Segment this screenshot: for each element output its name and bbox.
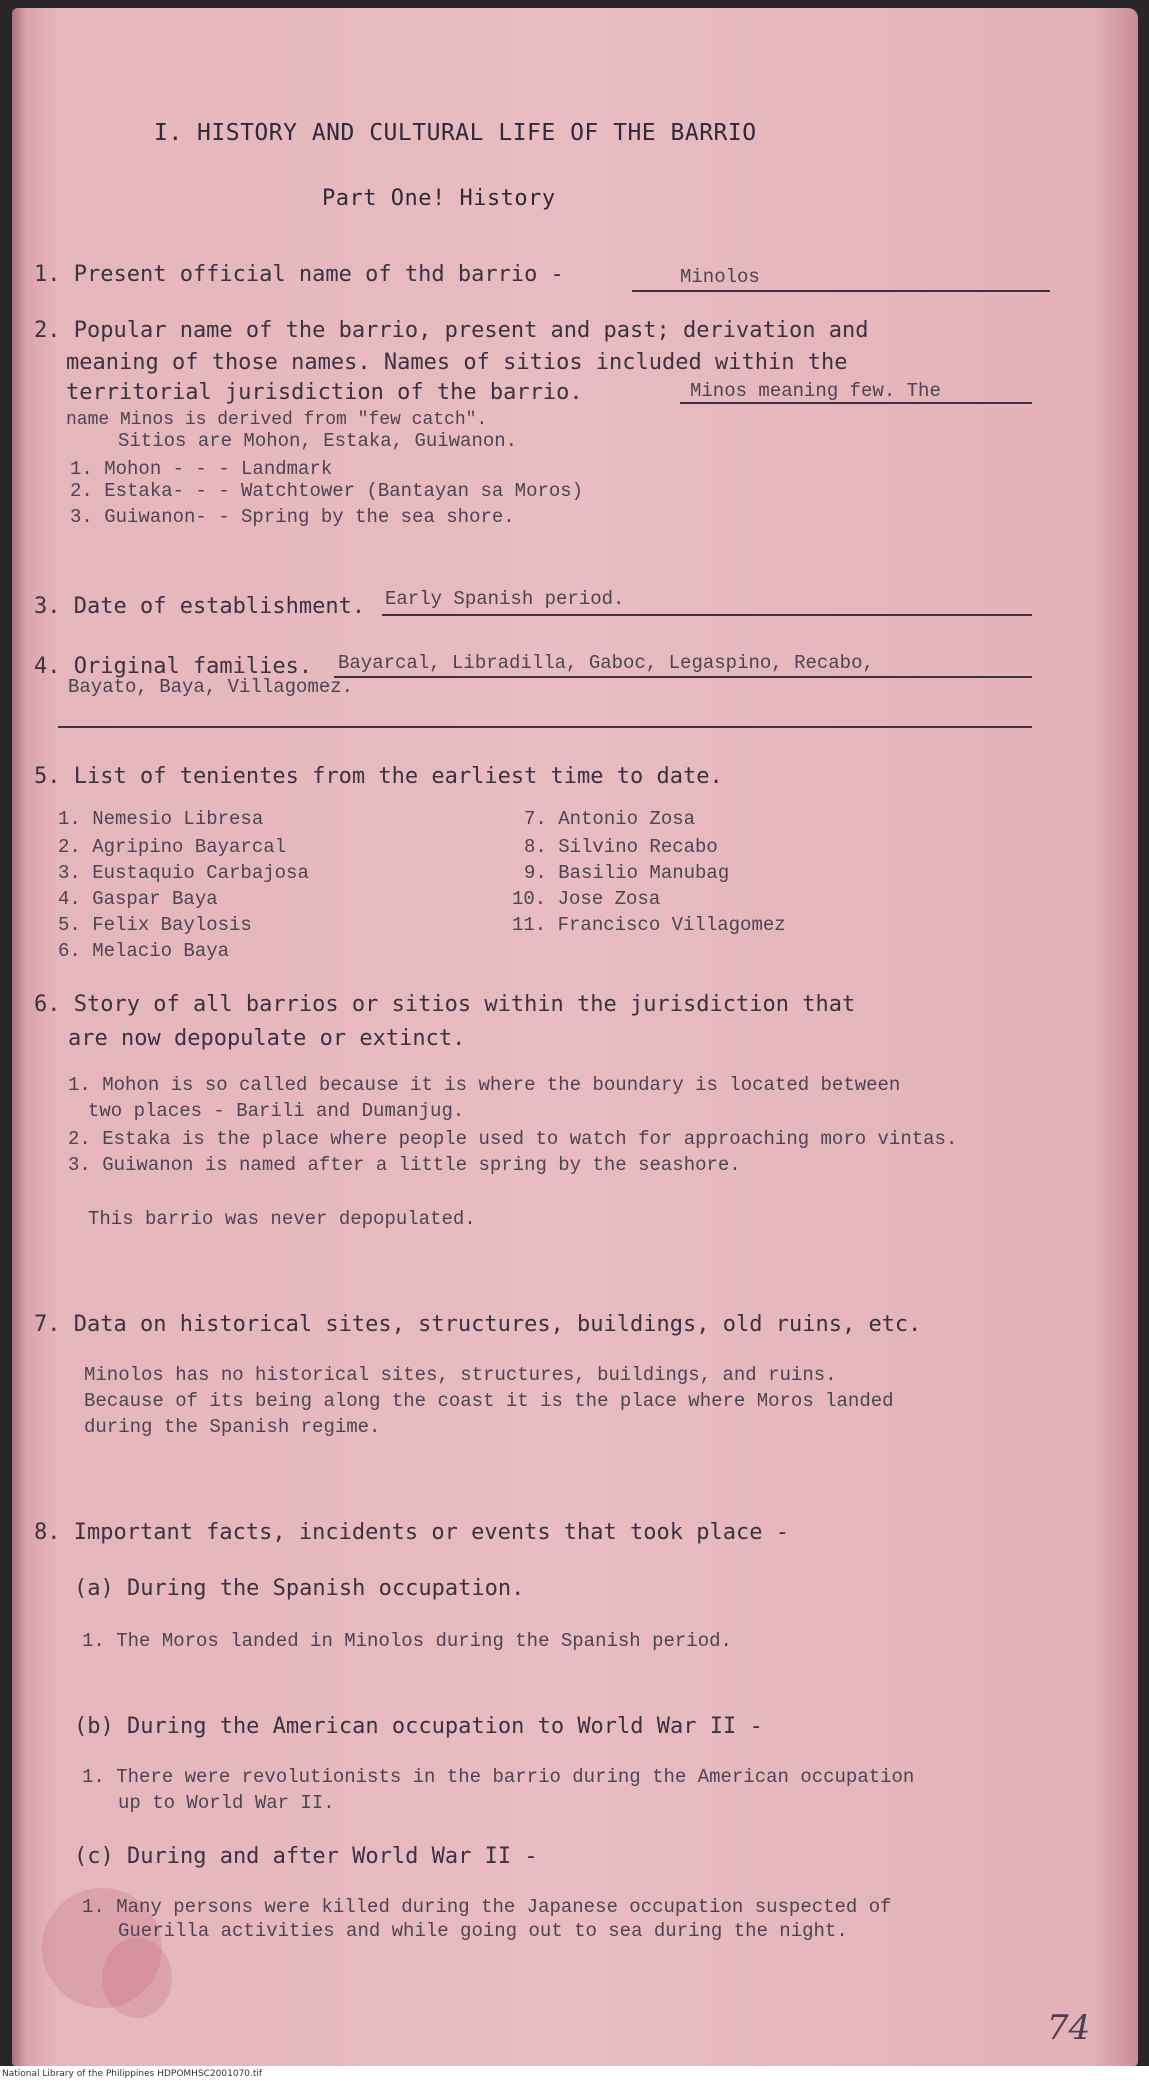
teniente-item: 9. Basilio Manubag xyxy=(524,862,730,884)
q8-c-label: (c) During and after World War II - xyxy=(74,1844,538,1869)
q6-item: 3. Guiwanon is named after a little spring by the seashore. xyxy=(68,1154,741,1176)
teniente-item: 2. Agripino Bayarcal xyxy=(58,836,287,858)
q8-b-item: up to World War II. xyxy=(118,1792,335,1814)
q1-label: 1. Present official name of thd barrio - xyxy=(34,262,564,287)
q8-label: 8. Important facts, incidents or events that took place - xyxy=(34,1520,789,1545)
page-spine xyxy=(12,8,26,2066)
q7-body-line: Minolos has no historical sites, structures, buildings, and ruins. xyxy=(84,1364,837,1386)
document-title: I. HISTORY AND CULTURAL LIFE OF THE BARRIO xyxy=(154,120,757,146)
q6-item: 2. Estaka is the place where people used to watch for approaching moro vintas. xyxy=(68,1128,958,1150)
q2-line2: meaning of those names. Names of sitios included within the xyxy=(66,350,848,375)
q6-line2: are now depopulate or extinct. xyxy=(68,1026,466,1051)
teniente-item: 4. Gaspar Baya xyxy=(58,888,218,910)
document-page xyxy=(12,8,1138,2066)
q4-answer-cont: Bayato, Baya, Villagomez. xyxy=(68,676,354,698)
q8-c-item: 1. Many persons were killed during the Japanese occupation suspected of xyxy=(82,1896,892,1918)
teniente-item: 6. Melacio Baya xyxy=(58,940,230,962)
q2-answer-cont: name Minos is derived from "few catch". xyxy=(66,410,488,430)
q8-a-label: (a) During the Spanish occupation. xyxy=(74,1576,525,1601)
q1-answer-line xyxy=(632,290,1050,292)
q4-answer: Bayarcal, Libradilla, Gaboc, Legaspino, Recabo, xyxy=(338,652,874,674)
q4-label: 4. Original families. xyxy=(34,654,313,679)
q6-note: This barrio was never depopulated. xyxy=(88,1208,476,1230)
part-heading: Part One! History xyxy=(322,186,556,211)
q2-item: 3. Guiwanon- - Spring by the sea shore. xyxy=(70,506,515,528)
q4-continuation-line xyxy=(58,726,1032,728)
q3-label: 3. Date of establishment. xyxy=(34,594,366,619)
q2-sitios: Sitios are Mohon, Estaka, Guiwanon. xyxy=(118,430,518,452)
q2-answer-line xyxy=(680,402,1032,404)
teniente-item: 7. Antonio Zosa xyxy=(524,808,696,830)
teniente-item: 8. Silvino Recabo xyxy=(524,836,718,858)
q6-line1: 6. Story of all barrios or sitios within the jurisdiction that xyxy=(34,992,856,1017)
q2-answer: Minos meaning few. The xyxy=(690,380,941,402)
teniente-item: 3. Eustaquio Carbajosa xyxy=(58,862,309,884)
teniente-item: 11. Francisco Villagomez xyxy=(512,914,786,936)
stain-mark xyxy=(102,1938,172,2018)
q2-line3: territorial jurisdiction of the barrio. xyxy=(66,380,583,405)
q6-item: 1. Mohon is so called because it is where the boundary is located between xyxy=(68,1074,901,1096)
q7-label: 7. Data on historical sites, structures, buildings, old ruins, etc. xyxy=(34,1312,922,1337)
q2-line1: 2. Popular name of the barrio, present and past; derivation and xyxy=(34,318,869,343)
q8-a-item: 1. The Moros landed in Minolos during the Spanish period. xyxy=(82,1630,732,1652)
q2-item: 1. Mohon - - - Landmark xyxy=(70,458,333,480)
scan-footer: National Library of the Philippines HDPOMHSC2001070.tif xyxy=(0,2066,1149,2082)
q7-body-line: during the Spanish regime. xyxy=(84,1416,381,1438)
q3-answer-line xyxy=(382,614,1032,616)
q5-label: 5. List of tenientes from the earliest time to date. xyxy=(34,764,723,789)
q8-b-item: 1. There were revolutionists in the barrio during the American occupation xyxy=(82,1766,915,1788)
teniente-item: 5. Felix Baylosis xyxy=(58,914,252,936)
q4-answer-line xyxy=(334,676,1032,678)
q8-b-label: (b) During the American occupation to World War II - xyxy=(74,1714,763,1739)
q6-item: two places - Barili and Dumanjug. xyxy=(88,1100,465,1122)
q3-answer: Early Spanish period. xyxy=(385,588,625,610)
q1-answer: Minolos xyxy=(680,266,760,288)
teniente-item: 1. Nemesio Libresa xyxy=(58,808,264,830)
q2-item: 2. Estaka- - - Watchtower (Bantayan sa Moros) xyxy=(70,480,584,502)
q8-c-item: Guerilla activities and while going out to sea during the night. xyxy=(118,1920,848,1942)
page-number: 74 xyxy=(1047,2008,1091,2048)
teniente-item: 10. Jose Zosa xyxy=(512,888,661,910)
q7-body-line: Because of its being along the coast it is the place where Moros landed xyxy=(84,1390,894,1412)
